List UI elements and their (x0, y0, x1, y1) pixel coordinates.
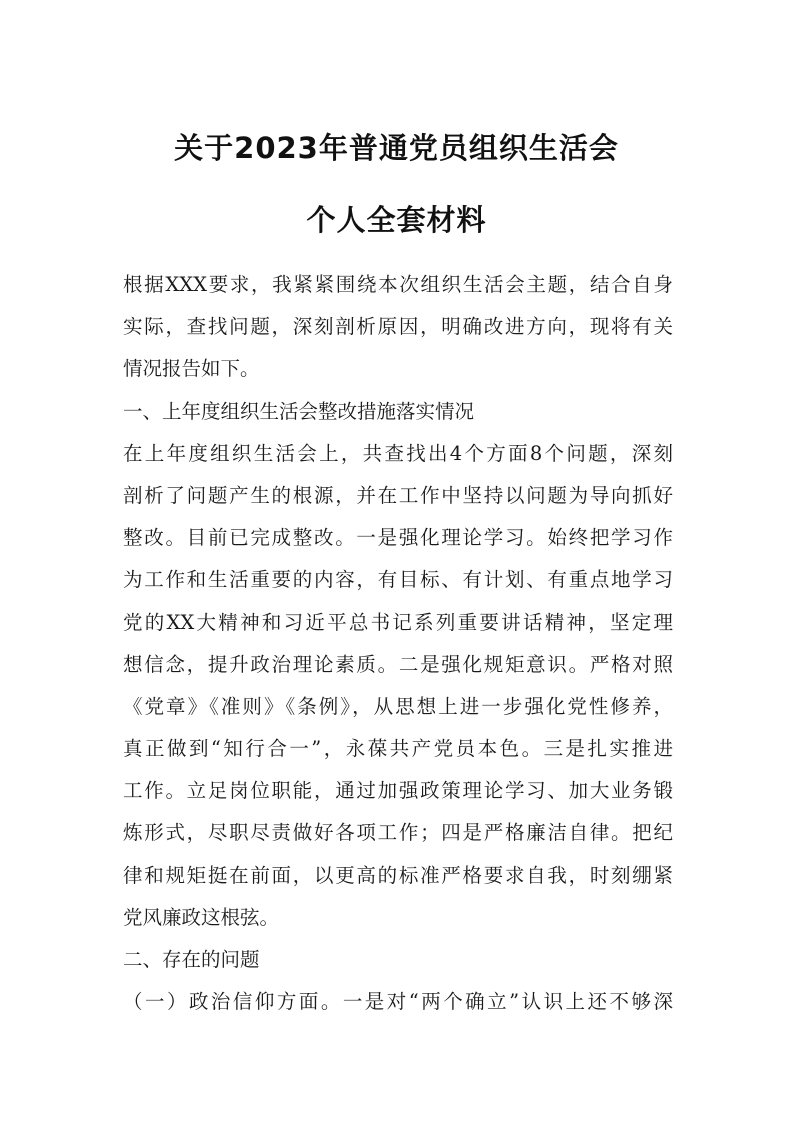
document-title-line-2: 个人全套材料 (306, 203, 487, 237)
body-line: 想信念，提升政治理论素质。二是强化规矩意识。严格对照 (123, 652, 673, 676)
body-line: 为工作和生活重要的内容，有目标、有计划、有重点地学习 (123, 568, 673, 592)
body-line: 二、存在的问题 (123, 948, 260, 971)
body-line: 党风廉政这根弦。 (123, 905, 280, 929)
body-line: 炼形式，尽职尽责做好各项工作；四是严格廉洁自律。把纪 (123, 821, 673, 845)
body-line: 律和规矩挺在前面，以更高的标准严格要求自我，时刻绷紧 (123, 863, 673, 887)
body-line: 整改。目前已完成整改。一是强化理论学习。始终把学习作 (123, 526, 673, 550)
body-line: 工作。立足岗位职能，通过加强政策理论学习、加大业务锻 (123, 779, 673, 803)
document-title-line-1: 关于2023年普通党员组织生活会 (174, 131, 619, 165)
body-line: 根据XXX要求，我紧紧围绕本次组织生活会主题，结合自身 (123, 273, 673, 296)
body-line: 真正做到“知行合一”，永葆共产党员本色。三是扎实推进 (123, 737, 673, 761)
body-line: （一）政治信仰方面。一是对“两个确立”认识上还不够深 (123, 990, 673, 1014)
document-body (123, 264, 673, 1023)
body-line: 实际，查找问题，深刻剖析原因，明确改进方向，现将有关 (123, 315, 673, 339)
body-line: 在上年度组织生活会上，共查找出4个方面8个问题，深刻 (123, 441, 673, 465)
body-line: 情况报告如下。 (123, 357, 260, 381)
body-line: 《党章》《准则》《条例》，从思想上进一步强化党性修养， (123, 694, 673, 718)
body-line: 剖析了问题产生的根源，并在工作中坚持以问题为导向抓好 (123, 483, 673, 507)
body-line: 一、上年度组织生活会整改措施落实情况 (123, 399, 475, 423)
body-line: 党的XX大精神和习近平总书记系列重要讲话精神，坚定理 (123, 610, 673, 634)
